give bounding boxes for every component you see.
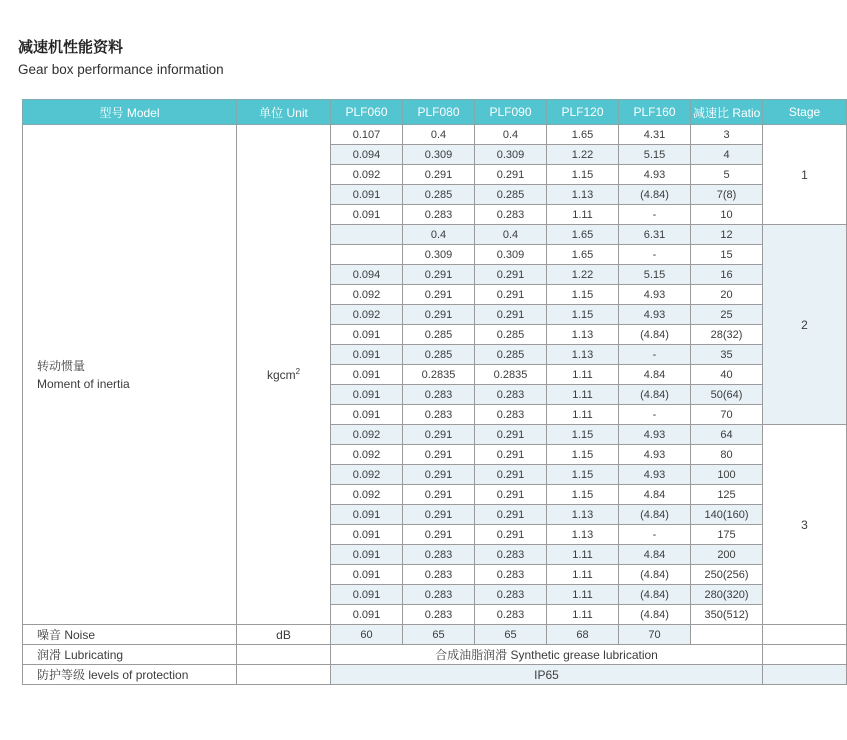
value-cell: 0.091 (331, 565, 403, 585)
lubricating-label-cell: 润滑 Lubricating (23, 645, 237, 665)
ratio-cell: 140(160) (691, 505, 763, 525)
value-cell: 1.11 (547, 385, 619, 405)
value-cell: 0.285 (403, 185, 475, 205)
value-cell: 0.2835 (475, 365, 547, 385)
value-cell: 0.092 (331, 305, 403, 325)
value-cell: 1.15 (547, 425, 619, 445)
inertia-label-en: Moment of inertia (37, 376, 130, 391)
value-cell: 0.091 (331, 545, 403, 565)
value-cell: (4.84) (619, 565, 691, 585)
value-cell: 4.93 (619, 445, 691, 465)
noise-value-cell: 70 (619, 625, 691, 645)
value-cell: 0.283 (475, 205, 547, 225)
value-cell (331, 245, 403, 265)
stage-cell: 2 (763, 225, 847, 425)
value-cell: 0.291 (475, 265, 547, 285)
value-cell: 1.13 (547, 345, 619, 365)
protection-empty-stage-cell (763, 665, 847, 685)
ratio-cell: 4 (691, 145, 763, 165)
value-cell: 1.65 (547, 245, 619, 265)
ratio-cell: 7(8) (691, 185, 763, 205)
value-cell: 0.091 (331, 345, 403, 365)
value-cell: 0.4 (475, 225, 547, 245)
value-cell: 1.15 (547, 465, 619, 485)
value-cell: 5.15 (619, 145, 691, 165)
value-cell: 0.291 (475, 485, 547, 505)
noise-row (23, 625, 847, 645)
value-cell: 0.283 (403, 385, 475, 405)
value-cell: 0.4 (475, 125, 547, 145)
value-cell: (4.84) (619, 385, 691, 405)
column-header-3: PLF080 (403, 100, 475, 125)
value-cell: 0.4 (403, 225, 475, 245)
ratio-cell: 280(320) (691, 585, 763, 605)
value-cell: 0.285 (475, 345, 547, 365)
ratio-cell: 5 (691, 165, 763, 185)
value-cell: (4.84) (619, 185, 691, 205)
column-header-8: Stage (763, 100, 847, 125)
page-title-zh: 减速机性能资料 (18, 39, 124, 56)
stage-cell: 3 (763, 425, 847, 625)
value-cell: 0.291 (403, 445, 475, 465)
value-cell: 0.291 (475, 445, 547, 465)
ratio-cell: 200 (691, 545, 763, 565)
value-cell: 0.291 (475, 425, 547, 445)
column-header-6: PLF160 (619, 100, 691, 125)
page-title-en: Gear box performance information (18, 62, 224, 77)
value-cell: - (619, 525, 691, 545)
value-cell: 0.092 (331, 165, 403, 185)
value-cell: 0.291 (475, 505, 547, 525)
ratio-cell: 125 (691, 485, 763, 505)
value-cell: 0.283 (475, 565, 547, 585)
stage-cell: 1 (763, 125, 847, 225)
value-cell: 0.291 (403, 485, 475, 505)
value-cell: 0.094 (331, 265, 403, 285)
ratio-cell: 20 (691, 285, 763, 305)
value-cell: 1.22 (547, 265, 619, 285)
value-cell: 4.31 (619, 125, 691, 145)
noise-value-cell: 65 (403, 625, 475, 645)
ratio-cell: 250(256) (691, 565, 763, 585)
value-cell: 0.283 (403, 585, 475, 605)
value-cell: 0.091 (331, 185, 403, 205)
value-cell: 1.13 (547, 185, 619, 205)
value-cell: 4.93 (619, 165, 691, 185)
ratio-cell: 350(512) (691, 605, 763, 625)
header-row (23, 100, 847, 125)
value-cell: 0.092 (331, 285, 403, 305)
inertia-label-cell (23, 125, 237, 625)
lubricating-value-cell: 合成油脂润滑 Synthetic grease lubrication (331, 645, 763, 665)
value-cell: 0.4 (403, 125, 475, 145)
value-cell: 0.285 (475, 325, 547, 345)
value-cell: 0.092 (331, 465, 403, 485)
value-cell: 0.091 (331, 505, 403, 525)
value-cell: 0.309 (475, 245, 547, 265)
value-cell: 0.094 (331, 145, 403, 165)
value-cell: 1.15 (547, 165, 619, 185)
value-cell: 4.93 (619, 305, 691, 325)
value-cell: 0.291 (403, 305, 475, 325)
column-header-0: 型号 Model (23, 100, 237, 125)
value-cell: 0.309 (403, 145, 475, 165)
value-cell: 0.291 (475, 525, 547, 545)
value-cell: 4.93 (619, 425, 691, 445)
unit-superscript: 2 (295, 367, 301, 376)
value-cell: - (619, 345, 691, 365)
value-cell: 0.283 (475, 585, 547, 605)
lubricating-row (23, 645, 847, 665)
value-cell: 0.283 (403, 405, 475, 425)
value-cell: 0.283 (475, 385, 547, 405)
value-cell: 0.283 (475, 605, 547, 625)
value-cell: 1.11 (547, 365, 619, 385)
value-cell: 0.283 (403, 565, 475, 585)
lubricating-empty-stage-cell (763, 645, 847, 665)
value-cell: 0.107 (331, 125, 403, 145)
value-cell: 4.93 (619, 465, 691, 485)
value-cell: 0.283 (475, 405, 547, 425)
value-cell: 1.11 (547, 585, 619, 605)
value-cell: 0.291 (403, 505, 475, 525)
value-cell: 1.13 (547, 505, 619, 525)
noise-value-cell: 60 (331, 625, 403, 645)
protection-unit-cell (237, 665, 331, 685)
value-cell: 1.13 (547, 325, 619, 345)
value-cell: 0.291 (475, 305, 547, 325)
value-cell: 0.291 (403, 425, 475, 445)
table-body (23, 125, 847, 685)
value-cell: 0.283 (475, 545, 547, 565)
column-header-2: PLF060 (331, 100, 403, 125)
value-cell: 0.091 (331, 365, 403, 385)
ratio-cell: 3 (691, 125, 763, 145)
ratio-cell: 10 (691, 205, 763, 225)
value-cell: 0.091 (331, 585, 403, 605)
value-cell: 0.283 (403, 605, 475, 625)
value-cell: 5.15 (619, 265, 691, 285)
value-cell: 0.285 (403, 345, 475, 365)
value-cell: 0.291 (403, 525, 475, 545)
value-cell: 1.11 (547, 565, 619, 585)
value-cell: 0.091 (331, 405, 403, 425)
value-cell: 1.65 (547, 125, 619, 145)
ratio-cell: 15 (691, 245, 763, 265)
value-cell: 0.291 (475, 285, 547, 305)
value-cell: 1.13 (547, 525, 619, 545)
value-cell: 0.091 (331, 205, 403, 225)
value-cell: (4.84) (619, 325, 691, 345)
value-cell: (4.84) (619, 505, 691, 525)
noise-unit-cell: dB (237, 625, 331, 645)
protection-value-cell: IP65 (331, 665, 763, 685)
value-cell: 0.092 (331, 485, 403, 505)
value-cell: 0.291 (403, 265, 475, 285)
value-cell: 0.2835 (403, 365, 475, 385)
value-cell: 1.65 (547, 225, 619, 245)
value-cell: 0.283 (403, 545, 475, 565)
column-header-7: 减速比 Ratio (691, 100, 763, 125)
value-cell: 1.11 (547, 405, 619, 425)
value-cell: 0.092 (331, 445, 403, 465)
value-cell: 1.15 (547, 285, 619, 305)
table-head (23, 100, 847, 125)
value-cell: 0.291 (475, 165, 547, 185)
performance-table (22, 99, 847, 685)
ratio-cell: 100 (691, 465, 763, 485)
value-cell: - (619, 205, 691, 225)
column-header-1: 单位 Unit (237, 100, 331, 125)
value-cell: 1.22 (547, 145, 619, 165)
value-cell: 4.84 (619, 545, 691, 565)
value-cell: (4.84) (619, 585, 691, 605)
protection-label-cell: 防护等级 levels of protection (23, 665, 237, 685)
value-cell: 0.309 (403, 245, 475, 265)
value-cell: (4.84) (619, 605, 691, 625)
value-cell: 1.15 (547, 305, 619, 325)
unit-base: kgcm (266, 368, 296, 382)
value-cell: 1.11 (547, 545, 619, 565)
ratio-cell: 175 (691, 525, 763, 545)
noise-value-cell: 65 (475, 625, 547, 645)
noise-label-cell: 噪音 Noise (23, 625, 237, 645)
value-cell: 0.091 (331, 525, 403, 545)
ratio-cell: 16 (691, 265, 763, 285)
inertia-label-zh: 转动惯量 (37, 358, 86, 373)
value-cell: 0.291 (403, 285, 475, 305)
protection-row (23, 665, 847, 685)
value-cell: 0.283 (403, 205, 475, 225)
value-cell: 0.091 (331, 385, 403, 405)
value-cell: 0.091 (331, 325, 403, 345)
inertia-unit-cell (237, 125, 331, 625)
value-cell: 1.15 (547, 445, 619, 465)
ratio-cell: 25 (691, 305, 763, 325)
value-cell: 1.11 (547, 205, 619, 225)
noise-empty-stage-cell (763, 625, 847, 645)
ratio-cell: 40 (691, 365, 763, 385)
column-header-5: PLF120 (547, 100, 619, 125)
ratio-cell: 64 (691, 425, 763, 445)
value-cell: 0.291 (403, 465, 475, 485)
value-cell: 4.93 (619, 285, 691, 305)
column-header-4: PLF090 (475, 100, 547, 125)
lubricating-unit-cell (237, 645, 331, 665)
value-cell: 0.291 (475, 465, 547, 485)
ratio-cell: 80 (691, 445, 763, 465)
value-cell: 4.84 (619, 365, 691, 385)
value-cell: 1.15 (547, 485, 619, 505)
value-cell: 0.285 (403, 325, 475, 345)
ratio-cell: 50(64) (691, 385, 763, 405)
ratio-cell: 35 (691, 345, 763, 365)
value-cell: 0.285 (475, 185, 547, 205)
table-row (23, 125, 847, 145)
noise-value-cell: 68 (547, 625, 619, 645)
value-cell: - (619, 245, 691, 265)
ratio-cell: 70 (691, 405, 763, 425)
value-cell: 0.091 (331, 605, 403, 625)
value-cell: 0.309 (475, 145, 547, 165)
ratio-cell: 12 (691, 225, 763, 245)
value-cell: 6.31 (619, 225, 691, 245)
value-cell: 0.092 (331, 425, 403, 445)
value-cell (331, 225, 403, 245)
value-cell: 1.11 (547, 605, 619, 625)
value-cell: 0.291 (403, 165, 475, 185)
ratio-cell: 28(32) (691, 325, 763, 345)
value-cell: 4.84 (619, 485, 691, 505)
value-cell: - (619, 405, 691, 425)
noise-empty-ratio-cell (691, 625, 763, 645)
